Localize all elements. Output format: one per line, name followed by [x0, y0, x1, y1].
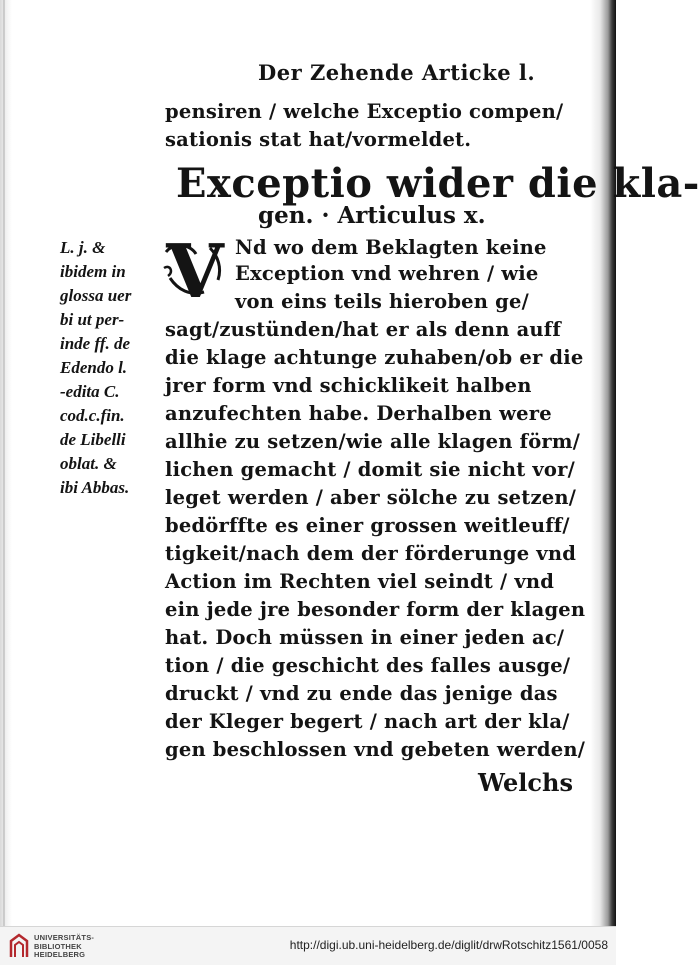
page-right-shadow: [590, 0, 616, 926]
body-line: allhie zu setzen/wie alle klagen förm/: [165, 430, 581, 453]
catchword: Welchs: [478, 768, 573, 797]
body-line: tigkeit/nach dem der förderunge vnd: [165, 542, 577, 565]
body-line: jrer form vnd schicklikeit halben: [165, 374, 532, 397]
permalink-url[interactable]: http://digi.ub.uni-heidelberg.de/diglit/drwRotschitz1561/0058: [289, 938, 608, 952]
marginal-note: oblat. &: [60, 454, 117, 473]
marginal-note: de Libelli: [60, 430, 126, 449]
body-line: Exception vnd wehren / wie: [235, 262, 539, 285]
body-line: tion / die geschicht des falles ausge/: [165, 654, 571, 677]
body-line: ein jede jre besonder form der klagen: [165, 598, 586, 621]
body-line: leget werden / aber sölche zu setzen/: [165, 486, 577, 509]
body-line: bedörffte es einer grossen weitleuff/: [165, 514, 570, 537]
library-logo-icon: [8, 933, 30, 959]
page-binding-edge: [0, 0, 12, 926]
body-line: Action im Rechten viel seindt / vnd: [165, 570, 555, 593]
decorated-initial: V: [166, 229, 224, 315]
body-line: gen beschlossen vnd gebeten werden/: [165, 738, 586, 761]
chapter-heading-continued: gen. · Articulus x.: [258, 202, 486, 229]
body-line: die klage achtunge zuhaben/ob er die: [165, 346, 584, 369]
running-head: Der Zehende Articke l.: [258, 60, 536, 85]
body-line: lichen gemacht / domit sie nicht vor/: [165, 458, 575, 481]
body-line: sationis stat hat/vormeldet.: [165, 128, 472, 151]
body-line: von eins teils hieroben ge/: [235, 290, 529, 313]
marginal-note: ibi Abbas.: [60, 478, 130, 497]
body-line: der Kleger begert / nach art der kla/: [165, 710, 570, 733]
library-name-line: UNIVERSITÄTS-: [34, 933, 95, 942]
marginal-note: glossa uer: [60, 286, 132, 305]
body-line: anzufechten habe. Derhalben were: [165, 402, 552, 425]
marginal-note: cod.c.fin.: [60, 406, 125, 425]
marginal-note: L. j. &: [60, 238, 106, 257]
chapter-heading: Exceptio wider die kla-: [176, 160, 700, 207]
marginal-note: inde ff. de: [60, 334, 131, 353]
marginal-note: Edendo l.: [60, 358, 128, 377]
body-line: druckt / vnd zu ende das jenige das: [165, 682, 558, 705]
library-name-line: BIBLIOTHEK: [34, 941, 82, 951]
viewer-footer: [0, 926, 616, 965]
body-line: hat. Doch müssen in einer jeden ac/: [165, 626, 565, 649]
marginal-note: ibidem in: [60, 262, 126, 281]
marginal-note: -edita C.: [60, 382, 120, 401]
body-line: sagt/zustünden/hat er als denn auff: [165, 318, 561, 341]
body-line: pensiren / welche Exceptio compen/: [165, 100, 564, 123]
body-line: Nd wo dem Beklagten keine: [235, 236, 547, 259]
library-name: [34, 934, 94, 960]
marginal-note: bi ut per-: [60, 310, 125, 329]
library-name-line: HEIDELBERG: [34, 950, 86, 959]
